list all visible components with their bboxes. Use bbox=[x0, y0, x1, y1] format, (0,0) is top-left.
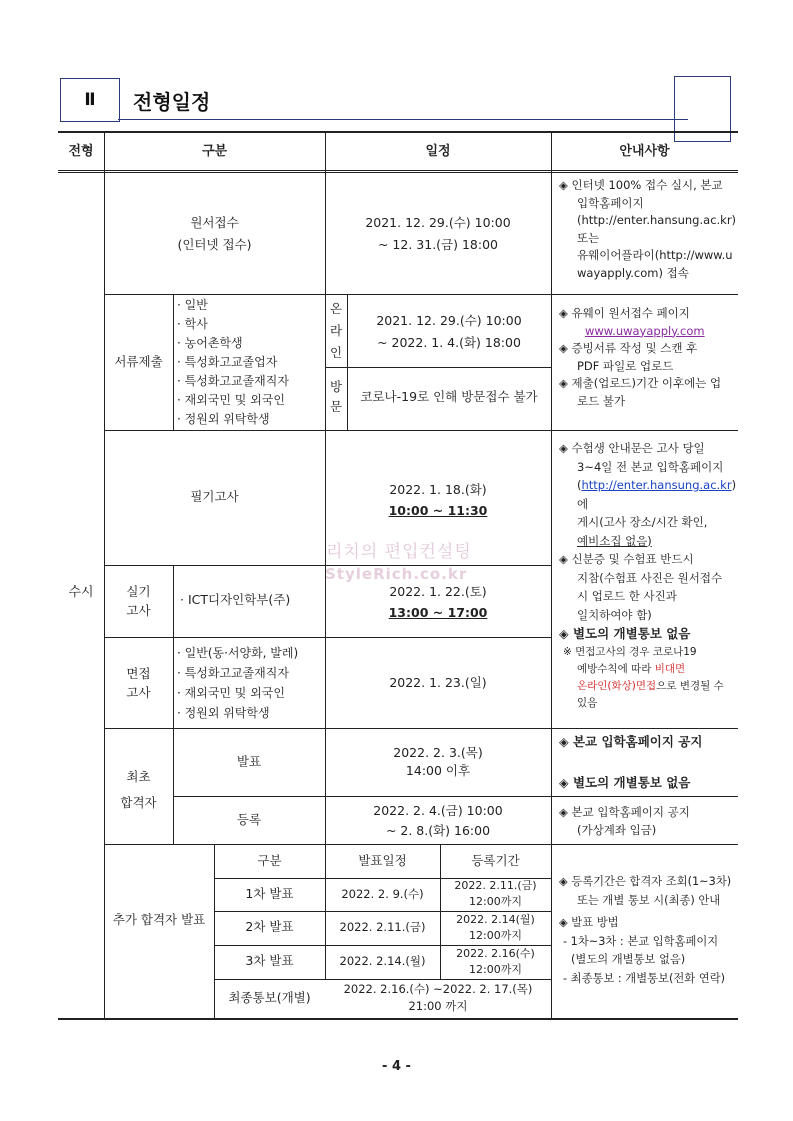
documents-targets bbox=[177, 296, 325, 429]
hline-online bbox=[325, 367, 552, 368]
note-line: ◈ 제출(업로드)기간 이후에는 업 bbox=[559, 376, 722, 390]
target-item: · 정원외 위탁학생 bbox=[177, 412, 270, 426]
row1-register bbox=[440, 878, 551, 910]
announce-note-2: ◈ 별도의 개별통보 없음 bbox=[559, 775, 691, 790]
paren: ( bbox=[577, 478, 582, 492]
practical-exam-schedule bbox=[325, 581, 551, 623]
written-exam-label: 필기고사 bbox=[190, 489, 239, 504]
target-item: · 재외국민 및 외국인 bbox=[177, 686, 285, 700]
note-line: ◈ 증빙서류 작성 및 스캔 후 bbox=[559, 341, 698, 355]
enter-hansung-link[interactable]: http://enter.hansung.ac.kr bbox=[581, 478, 732, 492]
hline-row3 bbox=[214, 979, 552, 980]
note-line: (http://enter.hansung.ac.kr) bbox=[577, 213, 737, 227]
header-notes: 안내사항 bbox=[619, 144, 670, 159]
note-line: wayapply.com) 접속 bbox=[577, 265, 689, 280]
note-line: ◈ 발표 방법 bbox=[559, 916, 619, 929]
interview-label-line: 면접 bbox=[126, 666, 151, 681]
target-item: · 정원외 위탁학생 bbox=[177, 706, 270, 720]
hline-practical bbox=[104, 637, 552, 638]
interview-label-line: 고사 bbox=[126, 685, 151, 700]
online-label-char: 라 bbox=[329, 323, 343, 338]
section-number-box bbox=[60, 78, 120, 122]
announce-schedule-line: 14:00 이후 bbox=[405, 763, 471, 778]
application-label-line: (인터넷 접수) bbox=[177, 237, 252, 252]
written-exam-time: 10:00 ~ 11:30 bbox=[388, 503, 488, 518]
note-line: ◈ 본교 입학홈페이지 공지 bbox=[559, 805, 690, 819]
interview-date: 2022. 1. 23.(일) bbox=[389, 675, 487, 690]
note-line: - 최종통보 : 개별통보(전화 연락) bbox=[563, 971, 726, 985]
section-title: 전형일정 bbox=[133, 90, 211, 114]
note-line bbox=[559, 661, 737, 678]
interview-targets bbox=[177, 643, 325, 723]
practical-exam-label bbox=[104, 582, 173, 620]
additional-label: 추가 합격자 발표 bbox=[112, 912, 206, 927]
register-line: 12:00까지 bbox=[469, 963, 522, 976]
row1-announce: 2022. 2. 9.(수) bbox=[341, 887, 424, 901]
vline-sub-category bbox=[173, 565, 174, 844]
header-bottom-border bbox=[58, 170, 738, 171]
register-schedule bbox=[325, 801, 551, 841]
note-line-bold: ◈ 별도의 개별통보 없음 bbox=[559, 626, 691, 641]
note-line bbox=[559, 476, 737, 495]
announce-schedule bbox=[325, 744, 551, 780]
online-schedule bbox=[347, 310, 551, 354]
header-category: 구분 bbox=[201, 144, 228, 159]
first-admits-label-line: 합격자 bbox=[120, 795, 157, 810]
first-admits-label-line: 최초 bbox=[126, 769, 151, 784]
application-label bbox=[104, 212, 325, 256]
register-line: 2022. 2.14(월) bbox=[456, 913, 535, 926]
note-line: (별도의 개별통보 없음) bbox=[571, 953, 686, 966]
target-item: · 특성화고교졸재직자 bbox=[177, 374, 289, 388]
hline-announce bbox=[173, 796, 738, 797]
final-name: 최종통보(개별) bbox=[228, 990, 311, 1005]
row3-register bbox=[440, 946, 551, 978]
target-item: · 일반(동·서양화, 발레) bbox=[177, 646, 299, 660]
row1-name: 1차 발표 bbox=[245, 886, 294, 901]
target-item: · 재외국민 및 외국인 bbox=[177, 393, 285, 407]
admission-type: 수시 bbox=[68, 585, 94, 600]
documents-label: 서류제출 bbox=[114, 354, 163, 369]
note-line: ◈ 등록기간은 합격자 조회(1~3차) bbox=[559, 875, 732, 888]
announce-note-1: ◈ 본교 입학홈페이지 공지 bbox=[559, 734, 703, 749]
online-label-char: 인 bbox=[329, 345, 343, 360]
visit-label-char: 방 bbox=[329, 379, 343, 394]
practical-label-line: 고사 bbox=[126, 603, 151, 618]
exam-notes bbox=[559, 439, 737, 712]
online-schedule-line: ~ 2022. 1. 4.(화) 18:00 bbox=[377, 335, 521, 350]
register-line: 2022. 2.11.(금) bbox=[454, 879, 537, 892]
watermark-text: 리치의 편입컨설팅 bbox=[326, 542, 472, 562]
table-top-border bbox=[58, 131, 738, 133]
note-line: 입학홈페이지 bbox=[577, 195, 644, 210]
hline-application bbox=[104, 294, 738, 295]
interview-label bbox=[104, 664, 173, 702]
register-schedule-line: ~ 2. 8.(화) 16:00 bbox=[385, 823, 491, 838]
additional-col-register: 등록기간 bbox=[471, 853, 520, 868]
hline-register bbox=[104, 844, 738, 845]
note-line bbox=[559, 678, 737, 695]
practical-exam-time: 13:00 ~ 17:00 bbox=[388, 605, 488, 620]
row3-announce: 2022. 2.14.(월) bbox=[339, 954, 426, 968]
note-line: 로드 불가 bbox=[577, 393, 626, 408]
announce-label: 발표 bbox=[236, 754, 262, 769]
register-label: 등록 bbox=[236, 812, 262, 827]
header-schedule: 일정 bbox=[425, 144, 451, 159]
note-line: ◈ 신분증 및 수험표 반드시 bbox=[559, 552, 694, 566]
note-line: ◈ 유웨이 원서접수 페이지 bbox=[559, 306, 690, 320]
note-line: 또는 bbox=[577, 230, 600, 245]
register-schedule-line: 2022. 2. 4.(금) 10:00 bbox=[373, 803, 503, 818]
row2-name: 2차 발표 bbox=[245, 919, 294, 934]
final-schedule-line: 21:00 까지 bbox=[408, 999, 468, 1013]
additional-notes bbox=[559, 873, 738, 988]
note-line: 게시(고사 장소/시간 확인, bbox=[577, 515, 708, 529]
section-number: Ⅱ bbox=[84, 90, 96, 110]
application-label-line: 원서접수 bbox=[190, 215, 239, 230]
application-schedule-line: ~ 12. 31.(금) 18:00 bbox=[377, 237, 498, 252]
practical-label-line: 실기 bbox=[126, 584, 151, 599]
documents-notes bbox=[559, 305, 737, 410]
register-notes bbox=[559, 803, 737, 839]
paren: ) bbox=[731, 478, 737, 492]
note-line: ◈ 수험생 안내문은 고사 당일 bbox=[559, 441, 705, 455]
application-schedule bbox=[325, 212, 551, 256]
header-type: 전형 bbox=[68, 144, 94, 159]
register-line: 2022. 2.16(수) bbox=[456, 947, 535, 960]
note-line: 유웨이어플라이(http://www.u bbox=[577, 248, 733, 262]
vline-doc-targets bbox=[173, 294, 174, 430]
table-bottom-border bbox=[58, 1018, 738, 1020]
note-line: 에 bbox=[577, 496, 589, 511]
note-line: 시 업로드 한 사진과 bbox=[577, 589, 677, 603]
target-item: · 특성화고교졸재직자 bbox=[177, 666, 289, 680]
visit-label-char: 문 bbox=[329, 399, 343, 414]
practical-exam-date: 2022. 1. 22.(토) bbox=[389, 584, 487, 599]
target-item: · 일반 bbox=[177, 298, 208, 312]
note-text: 으로 변경될 수 bbox=[656, 679, 724, 692]
target-item: · 농어촌학생 bbox=[177, 336, 243, 350]
vline-type bbox=[104, 131, 105, 1020]
register-line: 12:00까지 bbox=[469, 929, 522, 942]
note-line: 있음 bbox=[577, 696, 598, 709]
note-line: 3~4일 전 본교 입학홈페이지 bbox=[577, 459, 724, 474]
application-schedule-line: 2021. 12. 29.(수) 10:00 bbox=[365, 215, 511, 230]
final-schedule-line: 2022. 2.16.(수) ~2022. 2. 17.(목) bbox=[343, 982, 533, 996]
application-notes bbox=[559, 177, 735, 282]
target-item: · 특성화고교졸업자 bbox=[177, 355, 278, 369]
hline-interview bbox=[104, 728, 738, 729]
note-text: 예방수칙에 따라 bbox=[577, 662, 655, 675]
note-line: 또는 개별 통보 시(최종) 안내 bbox=[577, 893, 721, 907]
row2-announce: 2022. 2.11.(금) bbox=[339, 920, 426, 934]
visit-schedule: 코로나-19로 인해 방문접수 불가 bbox=[360, 389, 538, 404]
written-exam-schedule bbox=[325, 479, 551, 521]
final-schedule bbox=[325, 981, 551, 1015]
note-line: (가상계좌 입금) bbox=[577, 823, 657, 837]
row2-register bbox=[440, 912, 551, 944]
vline-notes bbox=[551, 131, 552, 1020]
additional-col-announce: 발표일정 bbox=[358, 853, 407, 868]
watermark-url: StyleRich.co.kr bbox=[325, 565, 468, 583]
practical-exam-target: · ICT디자인학부(주) bbox=[180, 592, 291, 607]
online-label bbox=[325, 298, 347, 364]
note-text-red: 비대면 bbox=[654, 662, 686, 675]
announce-schedule-line: 2022. 2. 3.(목) bbox=[393, 745, 483, 760]
note-line: PDF 파일로 업로드 bbox=[577, 358, 674, 373]
note-line: 일치하여야 함) bbox=[577, 607, 652, 622]
section-underline bbox=[118, 119, 688, 120]
register-line: 12:00까지 bbox=[469, 895, 522, 908]
note-line: 예비소집 없음) bbox=[577, 533, 652, 548]
note-line: ◈ 인터넷 100% 접수 실시, 본교 bbox=[559, 178, 723, 192]
visit-label bbox=[325, 377, 347, 417]
uwayapply-link[interactable]: www.uwayapply.com bbox=[585, 323, 705, 338]
first-admits-label bbox=[104, 764, 173, 816]
target-item: · 학사 bbox=[177, 317, 208, 331]
note-line: ※ 면접고사의 경우 코로나19 bbox=[563, 645, 697, 658]
hline-documents bbox=[104, 430, 738, 431]
online-schedule-line: 2021. 12. 29.(수) 10:00 bbox=[376, 313, 522, 328]
note-line: - 1차~3차 : 본교 입학홈페이지 bbox=[563, 934, 719, 948]
row3-name: 3차 발표 bbox=[245, 953, 294, 968]
online-label-char: 온 bbox=[329, 301, 343, 316]
note-line: 지참(수험표 사진은 원서접수 bbox=[577, 570, 723, 585]
header-bottom-border-2 bbox=[58, 172, 738, 173]
page-number: - 4 - bbox=[382, 1059, 411, 1074]
additional-col-name: 구분 bbox=[257, 853, 282, 868]
note-text-red: 온라인(화상)면접 bbox=[577, 679, 657, 692]
written-exam-date: 2022. 1. 18.(화) bbox=[389, 482, 487, 497]
